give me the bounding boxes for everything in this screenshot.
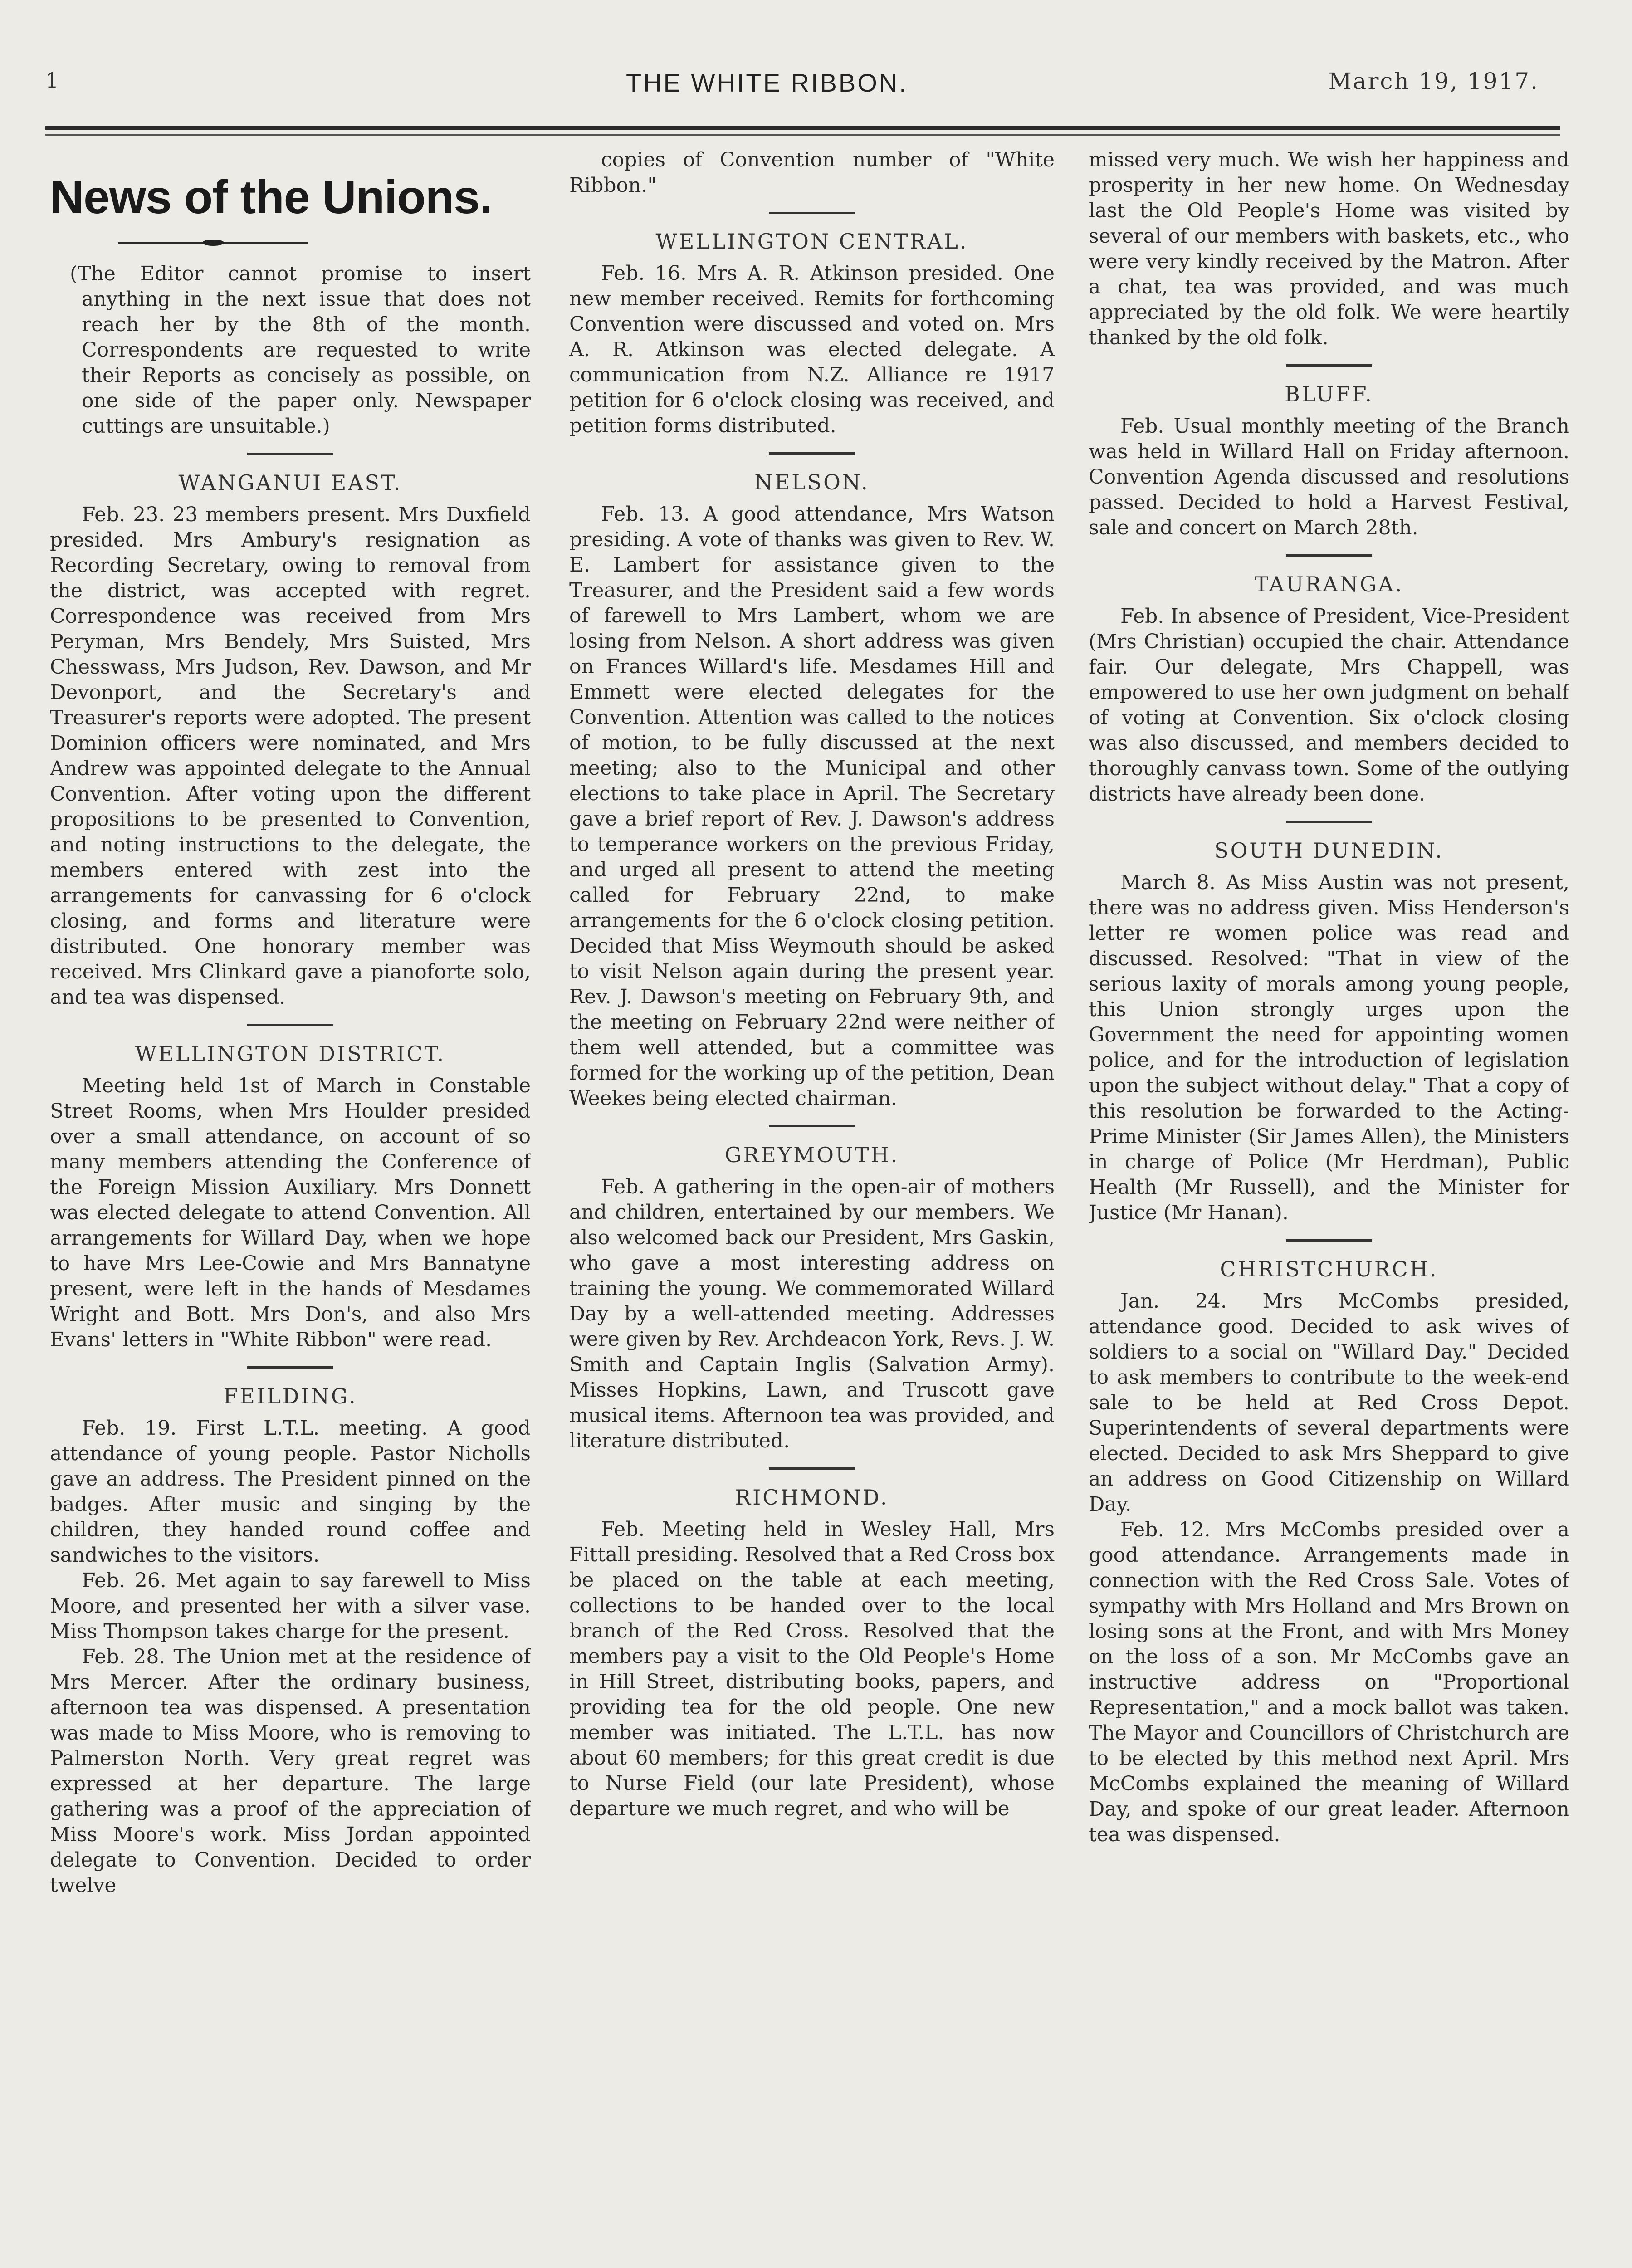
heading-nelson: NELSON. bbox=[754, 470, 870, 494]
heading-wellington-district: WELLINGTON DISTRICT. bbox=[135, 1041, 446, 1066]
issue-date: March 19, 1917. bbox=[1328, 68, 1539, 94]
report-bluff: Feb. Usual monthly meeting of the Branch was held in Willard Hall on Friday afternoon. Convention Agenda discussed and resolutions passed. Decided to hold a Harvest Festival, sale and concert on March 28th. bbox=[1089, 415, 1569, 539]
separator bbox=[247, 1366, 333, 1369]
separator bbox=[1286, 364, 1372, 367]
header-rule-thin bbox=[45, 134, 1560, 136]
report-christchurch-2: Feb. 12. Mrs McCombs presided over a good attendance. Arrangements made in connection with the Red Cross Sale. Votes of sympathy with Mrs Holland and Mrs Brown on losing sons at the Front, and with Mrs Money on the loss of a son. Mr McCombs gave an instructive address on "Proportional Representation," and a mock ballot was taken. The Mayor and Councillors of Christchurch are to be elected by this method next April. Mrs McCombs explained the meaning of Willard Day, and spoke of our great leader. Afternoon tea was dispensed. bbox=[1089, 1518, 1569, 1846]
heading-south-dunedin: SOUTH DUNEDIN. bbox=[1214, 838, 1444, 863]
report-feilding-3: Feb. 28. The Union met at the residence of Mrs Mercer. After the ordinary business, afternoon tea was dispensed. A presentation was made to Miss Moore, who is removing to Palmerston North. Very great regret was expressed at her departure. The large gathering was a proof of the appreciation of Miss Moore's work. Miss Jordan appointed delegate to Convention. Decided to order twelve bbox=[50, 1645, 531, 1897]
heading-wanganui-east: WANGANUI EAST. bbox=[178, 470, 402, 495]
publication-title: THE WHITE RIBBON. bbox=[626, 68, 908, 97]
heading-wellington-central: WELLINGTON CENTRAL. bbox=[655, 229, 968, 254]
header-rule bbox=[45, 126, 1560, 130]
column-1 bbox=[50, 147, 531, 2268]
separator bbox=[1286, 821, 1372, 823]
heading-bluff: BLUFF. bbox=[1285, 382, 1373, 406]
heading-feilding: FEILDING. bbox=[223, 1384, 357, 1408]
section-title: News of the Unions. bbox=[50, 171, 492, 224]
continuation-text: copies of Convention number of "White Ribbon." bbox=[569, 148, 1055, 197]
report-richmond: Feb. Meeting held in Wesley Hall, Mrs Fittall presiding. Resolved that a Red Cross box be placed on the table at each meeting, collections to be handed over to the local branch of the Red Cross. Resolved that the members pay a visit to the Old People's Home in Hill Street, distributing books, papers, and providing tea for the old people. One new member was initiated. The L.T.L. has now about 60 members; for this great credit is due to Nurse Field (our late President), whose departure we much regret, and who will be bbox=[569, 1518, 1055, 1820]
heading-richmond: RICHMOND. bbox=[735, 1485, 889, 1510]
title-ornament bbox=[118, 239, 308, 248]
report-tauranga: Feb. In absence of President, Vice-President (Mrs Christian) occupied the chair. Attendance fair. Our delegate, Mrs Chappell, was empowered to use her own judgment on behalf of voting at Convention. Six o'clock closing was also discussed, and members decided to thoroughly canvass town. Some of the outlying districts have already been done. bbox=[1089, 605, 1569, 806]
report-wanganui-east: Feb. 23. 23 members present. Mrs Duxfield presided. Mrs Ambury's resignation as Recording Secretary, owing to removal from the district, was accepted with regret. Correspondence was received from Mrs Peryman, Mrs Bendely, Mrs Suisted, Mrs Chesswass, Mrs Judson, Rev. Dawson, and Mr Devonport, and the Secretary's and Treasurer's reports were adopted. The present Dominion officers were nominated, and Mrs Andrew was appointed delegate to the Annual Convention. After voting upon the different propositions to be presented to Convention, and noting instructions to the delegate, the members entered with zest into the arrangements for canvassing for 6 o'clock closing, and forms and literature were distributed. One honorary member was received. Mrs Clinkard gave a pianoforte solo, and tea was dispensed. bbox=[50, 503, 531, 1009]
separator bbox=[769, 452, 855, 455]
column-3 bbox=[1089, 147, 1569, 2268]
report-wellington-district: Meeting held 1st of March in Constable Street Rooms, when Mrs Houlder presided over a small attendance, on account of so many members attending the Conference of the Foreign Mission Auxiliary. Mrs Donnett was elected delegate to attend Convention. All arrangements for Willard Day, when we hope to have Mrs Lee-Cowie and Mrs Bannatyne present, were left in the hands of Mesdames Wright and Bott. Mrs Don's, and also Mrs Evans' letters in "White Ribbon" were read. bbox=[50, 1074, 531, 1351]
report-south-dunedin: March 8. As Miss Austin was not present, there was no address given. Miss Henderson's letter re women police was read and discussed. Resolved: "That in view of the serious laxity of morals among young people, this Union strongly urges upon the Government the need for appointing women police, and for the introduction of legislation upon the subject without delay." That a copy of this resolution be forwarded to the Acting-Prime Minister (Sir James Allen), the Ministers in charge of Police (Mr Herdman), Public Health (Mr Russell), and the Minister for Justice (Mr Hanan). bbox=[1089, 871, 1569, 1224]
heading-tauranga: TAURANGA. bbox=[1254, 572, 1404, 596]
heading-greymouth: GREYMOUTH. bbox=[724, 1143, 899, 1167]
editor-note bbox=[50, 261, 531, 439]
report-wellington-central: Feb. 16. Mrs A. R. Atkinson presided. One new member received. Remits for forthcoming Convention were discussed and voted on. Mrs A. R. Atkinson was elected delegate. A communication from N.Z. Alliance re 1917 petition for 6 o'clock closing was received, and petition forms distributed. bbox=[569, 262, 1055, 437]
heading-christchurch: CHRISTCHURCH. bbox=[1220, 1257, 1438, 1281]
report-christchurch-1: Jan. 24. Mrs McCombs presided, attendance good. Decided to ask wives of soldiers to a social on "Willard Day." Decided to ask members to contribute to the week-end sale to be held at Red Cross Depot. Superintendents of several departments were elected. Decided to ask Mrs Sheppard to give an address on Good Citizenship on Willard Day. bbox=[1089, 1290, 1569, 1516]
column-2 bbox=[569, 147, 1055, 2268]
separator bbox=[769, 212, 855, 214]
page-number: 1 bbox=[45, 68, 59, 93]
report-nelson: Feb. 13. A good attendance, Mrs Watson presiding. A vote of thanks was given to Rev. W. E. Lambert for assistance given to the Treasurer, and the President said a few words of farewell to Mrs Lambert, whom we are losing from Nelson. A short address was given on Frances Willard's life. Mesdames Hill and Emmett were elected delegates for the Convention. Attention was called to the notices of motion, to be fully discussed at the next meeting; also to the Municipal and other elections to take place in April. The Secretary gave a brief report of Rev. J. Dawson's address to temperance workers on the previous Friday, and urged all present to attend the meeting called for February 22nd, to make arrangements for the 6 o'clock closing petition. Decided that Miss Weymouth should be asked to visit Nelson again during the present year. Rev. J. Dawson's meeting on February 9th, and the meeting on February 22nd were neither of them well attended, but a committee was formed for the working up of the petition, Dean Weekes being elected chairman. bbox=[569, 503, 1055, 1110]
separator bbox=[1286, 554, 1372, 557]
separator bbox=[247, 453, 333, 455]
separator bbox=[247, 1024, 333, 1026]
report-feilding-2: Feb. 26. Met again to say farewell to Miss Moore, and presented her with a silver vase. Miss Thompson takes charge for the present. bbox=[50, 1569, 531, 1643]
separator bbox=[1286, 1239, 1372, 1242]
separator bbox=[769, 1125, 855, 1127]
separator bbox=[769, 1467, 855, 1470]
report-feilding-1: Feb. 19. First L.T.L. meeting. A good attendance of young people. Pastor Nicholls gave an address. The President pinned on the badges. After music and singing by the children, they handed round coffee and sandwiches to the visitors. bbox=[50, 1417, 531, 1567]
continuation-text: missed very much. We wish her happiness and prosperity in her new home. On Wednesday last the Old People's Home was visited by several of our members with baskets, etc., who were very kindly received by the Matron. After a chat, tea was provided, and was much appreciated by the old folk. We were heartily thanked by the old folk. bbox=[1089, 148, 1569, 349]
report-greymouth: Feb. A gathering in the open-air of mothers and children, entertained by our members. We also welcomed back our President, Mrs Gaskin, who gave a most interesting address on training the young. We commemorated Willard Day by a well-attended meeting. Addresses were given by Rev. Archdeacon York, Revs. J. W. Smith and Captain Inglis (Salvation Army). Misses Hopkins, Lawn, and Truscott gave musical items. Afternoon tea was provided, and literature distributed. bbox=[569, 1175, 1055, 1452]
editor-note-text: (The Editor cannot promise to insert anything in the next issue that does not reach her by the 8th of the month. Correspondents are requested to write their Reports as concisely as possible, on one side of the paper only. Newspaper cuttings are unsuitable.) bbox=[70, 262, 531, 438]
